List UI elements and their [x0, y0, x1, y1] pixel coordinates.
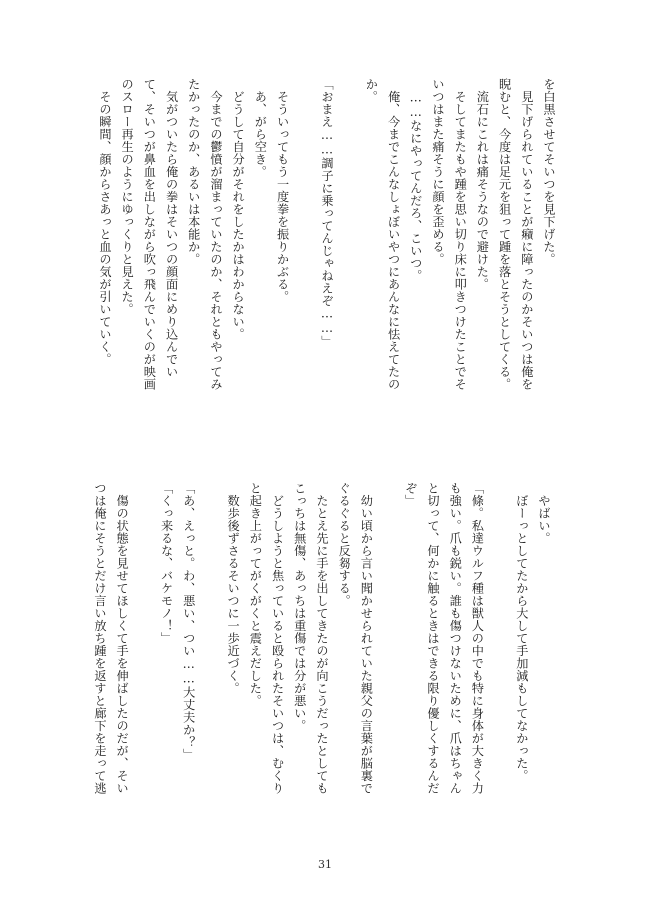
text-line [200, 482, 222, 834]
text-line [133, 482, 155, 834]
text-line: どうしようと焦っていると殴られたそいつは、むくり [270, 482, 285, 795]
text-line: そういってもう一度拳を振りかぶる。 [275, 78, 290, 303]
text-line: 「條。私達ウルフ種は獣人の中でも特に身体が大きく力 [470, 482, 485, 795]
text-line: いつはまた痛そうに顔を歪める。 [430, 78, 445, 266]
text-line: 「くっ来るな、バケモノ！」 [159, 482, 174, 645]
page-number: 31 [318, 858, 332, 871]
text-line [294, 78, 316, 438]
text-line: ……なにやってんだろ、こいつ。 [408, 78, 423, 282]
text-line: その瞬間、顔からさあっと血の気が引いていく。 [97, 78, 112, 366]
text-line: 睨むと、今度は足元を狙って踵を落とそうとしてくる。 [497, 78, 512, 391]
text-line: 俺、今までこんなしょぼいやつにあんなに怯えてたの [386, 78, 401, 391]
text-line: たとえ先に手を出してきたのが向こうだったとしても [314, 482, 329, 795]
text-line: やばい。 [537, 482, 551, 545]
text-line [338, 78, 360, 438]
text-line: ぞ」 [403, 482, 418, 507]
text-line: そしてまたもや踵を思い切り床に叩きつけたことでそ [453, 78, 468, 391]
text-line: と切って、何かに触るときはできる限り優しくするんだ [425, 482, 440, 795]
text-line: か。 [364, 78, 379, 103]
text-line: 「あ、えっと。わ、悪い、つい……大丈夫か？」 [181, 482, 196, 761]
text-line [488, 482, 510, 834]
text-line: を白黒させてそいつを見下げた。 [542, 78, 556, 266]
text-line: て、そいつが鼻血を出しながら吹っ飛んでいくのが映画 [142, 78, 157, 391]
text-line: 幼い頃から言い聞かせられていた親父の言葉が脳裏で [359, 482, 374, 795]
text-line: のスロー再生のようにゆっくりと見えた。 [120, 78, 135, 316]
text-line: 気がついたら俺の拳はそいつの顔面にめり込んでい [164, 78, 179, 378]
text-line: 流石にこれは痛そうなので避けた。 [475, 78, 490, 291]
text-block-top [94, 78, 560, 438]
text-line: ぼーっとしてたから大して手加減もしてなかった。 [514, 482, 529, 782]
text-line: 「おまえ……調子に乗ってんじゃねえぞ……」 [319, 78, 334, 348]
text-line: ぐるぐると反芻する。 [337, 482, 352, 607]
text-line: 傷の状態を見せてほしくて手を伸ばしたのだが、そい [115, 482, 130, 795]
text-line: 今までの鬱憤が溜まっていたのか、それともやってみ [208, 78, 223, 391]
text-block-bottom [89, 482, 555, 834]
text-line: も強い。爪も鋭い。誰も傷つけないために、爪はちゃん [448, 482, 463, 795]
text-line: 数歩後ずさるそいつに一歩近づく。 [226, 482, 241, 695]
text-line: どうして自分がそれをしたかはわからない。 [231, 78, 246, 341]
text-line: あ、がら空き。 [253, 78, 268, 178]
text-line [377, 482, 399, 834]
text-line: こっちは無傷、あっちは重傷では分が悪い。 [292, 482, 307, 732]
text-line: たかったのか、あるいは本能か。 [186, 78, 201, 266]
text-line: つは俺にそうとだけ言い放ち踵を返すと廊下を走って逃 [92, 482, 107, 795]
text-line: と起き上がってがくがくと震えだした。 [248, 482, 263, 707]
text-line: 見下げられていることが癪に障ったのかそいつは俺を [519, 78, 534, 391]
